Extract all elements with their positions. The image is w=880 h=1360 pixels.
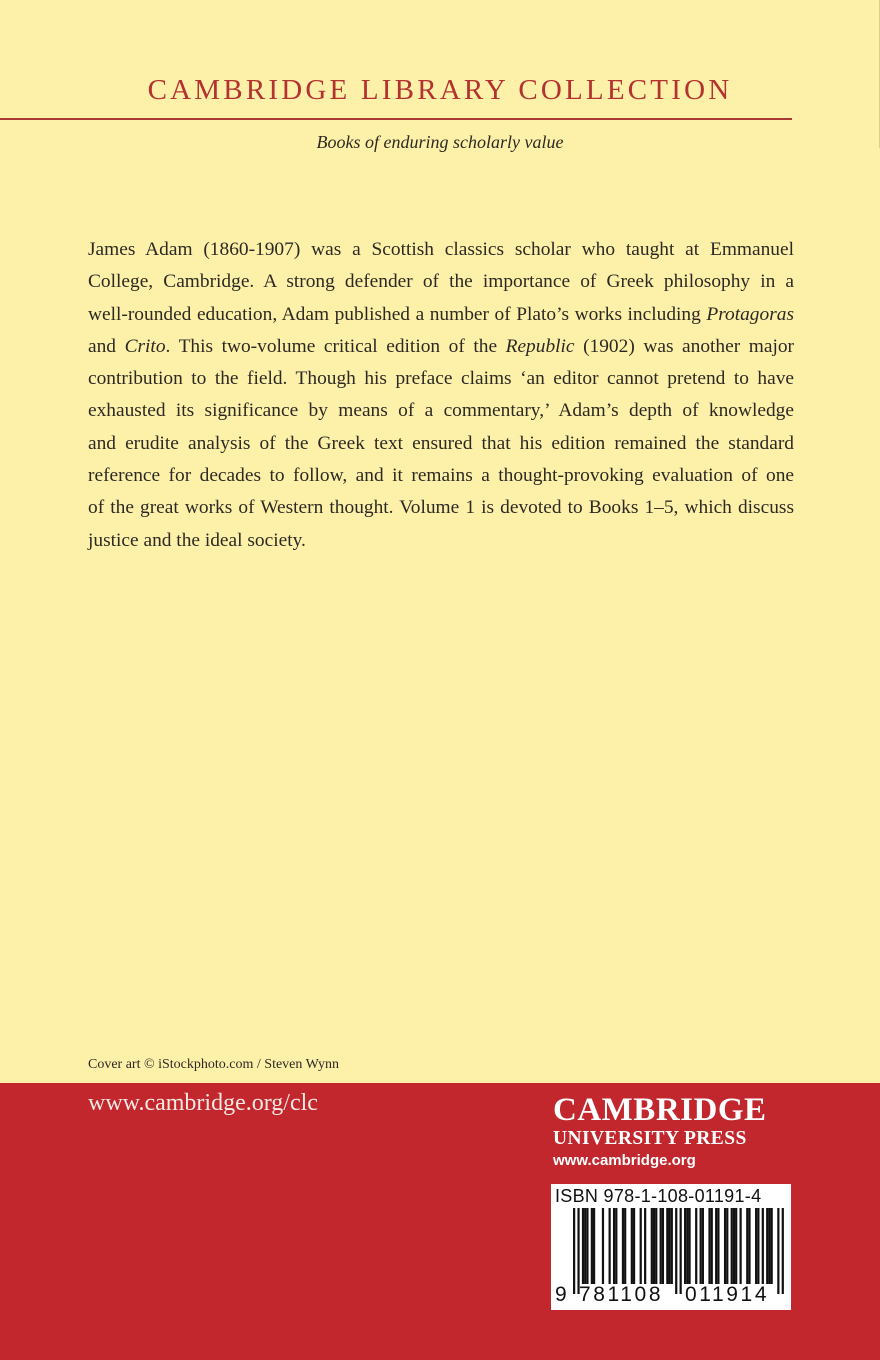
description-line: James Adam (1860-1907) was a Scottish classics scholar who taught at Emmanuel [88, 239, 794, 260]
series-tagline: Books of enduring scholarly value [316, 132, 564, 152]
barcode-bar [644, 1208, 646, 1284]
barcode-bar [733, 1208, 735, 1284]
description-text: well-rounded education, Adam published a number of Plato’s works including [88, 303, 707, 325]
description-line: College, Cambridge. A strong defender of the importance of Greek philosophy in a [88, 271, 794, 293]
barcode-bar [582, 1208, 584, 1284]
publisher-subtitle: UNIVERSITY PRESS [553, 1128, 747, 1149]
barcode-bar [711, 1208, 713, 1284]
cover-art-credit: Cover art © iStockphoto.com / Steven Wynn [88, 1057, 340, 1072]
barcode-bar [622, 1208, 624, 1284]
barcode-bar [577, 1208, 579, 1294]
barcode-bar [731, 1208, 733, 1284]
publisher-url-link[interactable]: www.cambridge.org [553, 1152, 696, 1169]
barcode-bar [651, 1208, 653, 1284]
description-line: justice and the ideal society. [88, 529, 306, 551]
header-rule [0, 118, 792, 120]
barcode-bar [586, 1208, 588, 1284]
barcode-bar [668, 1208, 670, 1284]
barcode-bar [782, 1208, 784, 1294]
barcode-bar [735, 1208, 737, 1284]
barcode-bar [584, 1208, 586, 1284]
barcode-bar [717, 1208, 719, 1284]
barcode-right-digits: 011914 [685, 1283, 770, 1306]
barcode-bar [680, 1208, 682, 1294]
barcode-bar [748, 1208, 750, 1284]
barcode-bar [624, 1208, 626, 1284]
title-republic: Republic [505, 335, 575, 357]
barcode-bar [631, 1208, 633, 1284]
description-line: reference for decades to follow, and it remains a thought-provoking evaluation of one [88, 465, 794, 487]
barcode-bar [708, 1208, 710, 1284]
publisher-logo [553, 1092, 793, 1172]
barcode-bar [740, 1208, 742, 1284]
book-description [88, 234, 794, 557]
isbn-barcode [551, 1184, 791, 1310]
description-line [88, 331, 794, 363]
barcode-bar [777, 1208, 779, 1294]
barcode-bar [762, 1208, 764, 1284]
barcode-bar [662, 1208, 664, 1284]
title-protagoras: Protagoras [706, 303, 794, 325]
description-line: contribution to the field. Though his preface claims ‘an editor cannot pretend to have [88, 368, 794, 390]
barcode-bar [726, 1208, 728, 1284]
barcode-bar [633, 1208, 635, 1284]
barcode-bar [591, 1208, 593, 1284]
description-line: and erudite analysis of the Greek text ensured that his edition remained the standard [88, 432, 794, 454]
barcode-bar [666, 1208, 668, 1284]
series-url-link[interactable]: www.cambridge.org/clc [88, 1090, 318, 1116]
barcode-left-digits: 781108 [579, 1283, 664, 1306]
barcode-bar [573, 1208, 575, 1294]
barcode-bar [746, 1208, 748, 1284]
publisher-name: CAMBRIDGE [553, 1092, 767, 1128]
barcode-bar [671, 1208, 673, 1284]
barcode-bar [757, 1208, 759, 1284]
barcode-bar [675, 1208, 677, 1294]
barcode-bar [684, 1208, 686, 1284]
barcode-bar [609, 1208, 611, 1284]
barcode-bar [655, 1208, 657, 1284]
description-line: of the great works of Western thought. Volume 1 is devoted to Books 1–5, which discuss [88, 497, 794, 519]
barcode-bar [700, 1208, 702, 1284]
barcode-bar [615, 1208, 617, 1284]
description-line: exhausted its significance by means of a commentary,’ Adam’s depth of knowledge [88, 400, 794, 422]
barcode-bar [771, 1208, 773, 1284]
barcode-bar [755, 1208, 757, 1284]
description-text: and [88, 335, 125, 357]
barcode-bar [686, 1208, 688, 1284]
description-text: (1902) was another major [574, 335, 794, 357]
barcode-bar [593, 1208, 595, 1284]
barcode-bar [695, 1208, 697, 1284]
barcode-bar [640, 1208, 642, 1284]
barcode-bar [688, 1208, 690, 1284]
description-text: . This two-volume critical edition of the [165, 335, 506, 357]
series-title: CAMBRIDGE LIBRARY COLLECTION [147, 74, 733, 106]
barcode-bar [766, 1208, 768, 1284]
barcode-bar [702, 1208, 704, 1284]
barcode-bar [768, 1208, 770, 1284]
description-line [88, 299, 794, 331]
barcode-bar [653, 1208, 655, 1284]
title-crito: Crito [124, 335, 166, 357]
barcode-bar [715, 1208, 717, 1284]
isbn-label: ISBN 978-1-108-01191-4 [555, 1186, 762, 1206]
barcode-bar [724, 1208, 726, 1284]
barcode-bar [660, 1208, 662, 1284]
barcode-bar [613, 1208, 615, 1284]
barcode-bar [602, 1208, 604, 1284]
barcode-lead-digit: 9 [555, 1283, 567, 1306]
